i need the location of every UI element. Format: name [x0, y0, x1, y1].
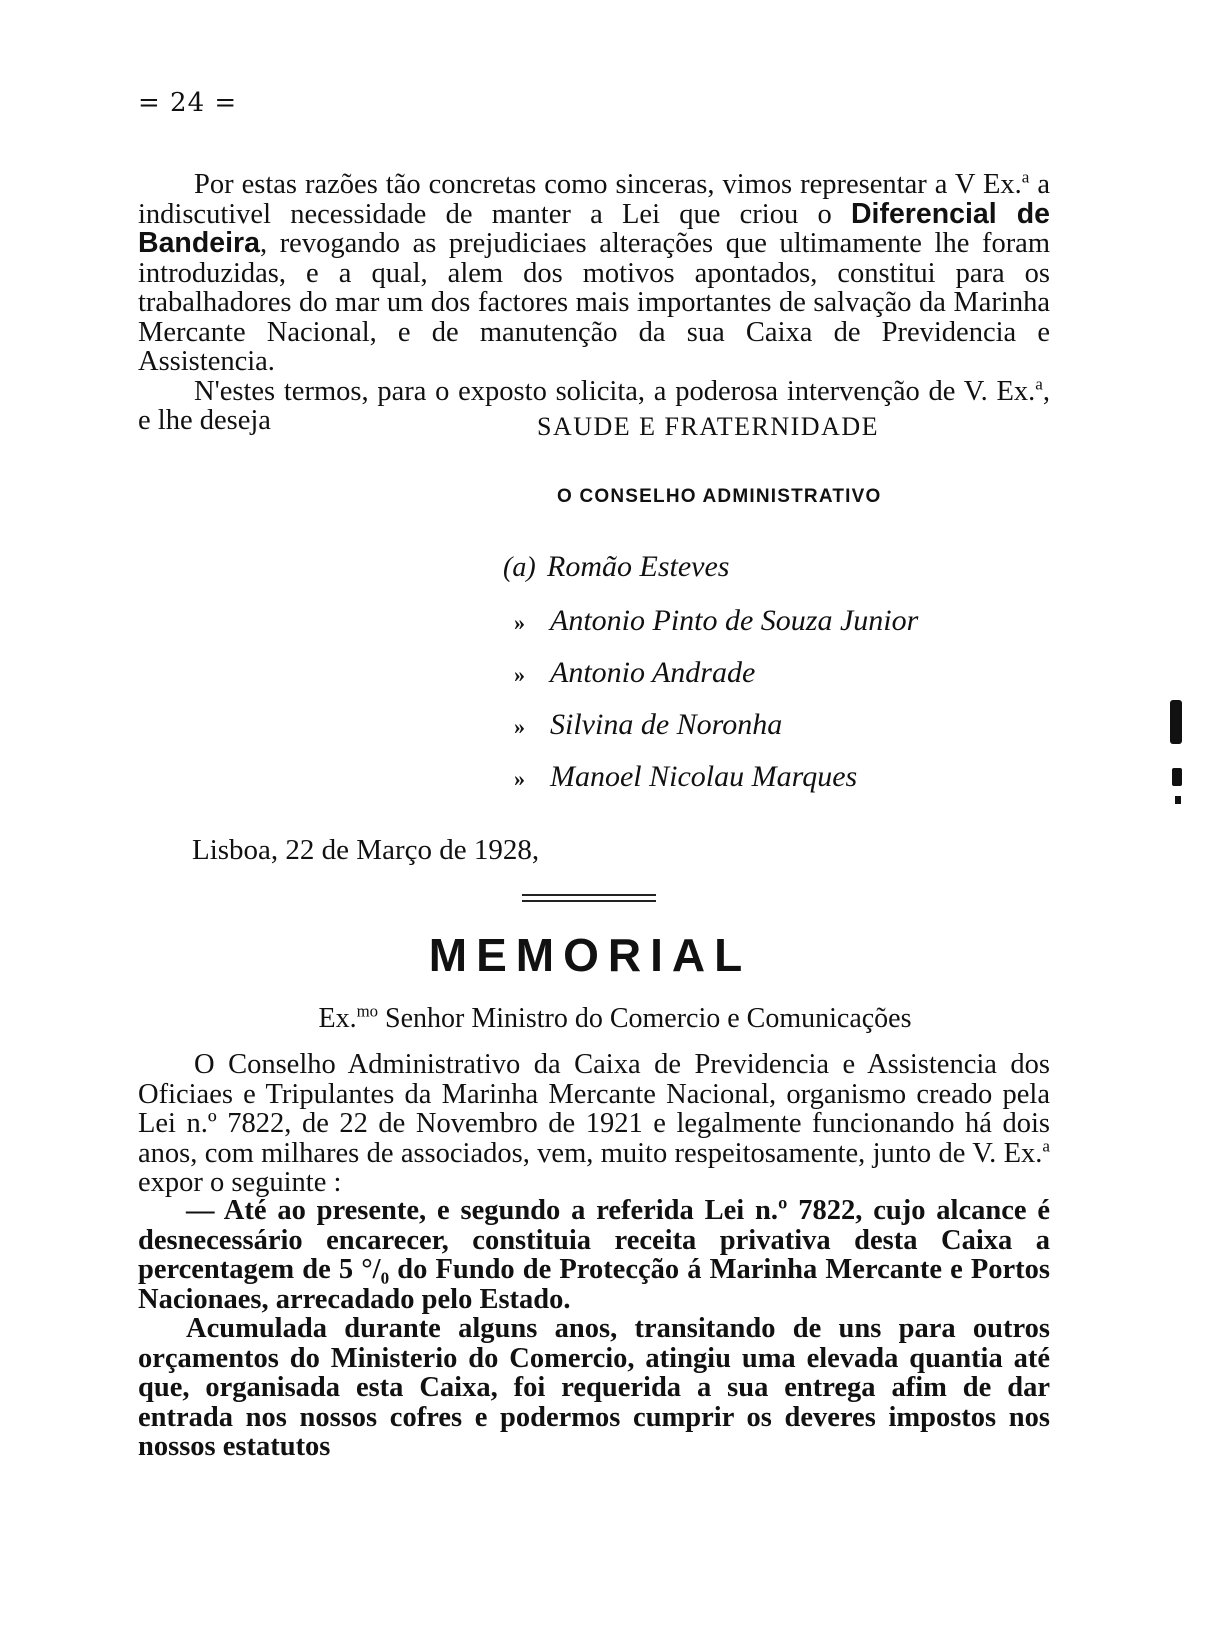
letter-text: N'estes termos, para o exposto solicita, a poderosa intervenção de V. Ex.	[194, 375, 1036, 407]
signature-mark: »	[514, 714, 525, 739]
scan-edge-mark	[1172, 768, 1182, 786]
divider	[522, 894, 656, 896]
salutation: SAUDE E FRATERNIDADE	[537, 412, 879, 441]
signature-mark: »	[514, 766, 525, 791]
superscript: a	[1035, 374, 1043, 393]
superscript: mo	[356, 1001, 379, 1021]
signature-line	[514, 708, 782, 742]
scan-edge-mark	[1175, 796, 1181, 804]
letter-text: Por estas razões tão concretas como sinceras, vimos representar a V Ex.	[194, 169, 1022, 200]
signature-name: Romão Esteves	[547, 550, 730, 583]
signature-name: Silvina de Noronha	[550, 708, 783, 741]
superscript: a	[1042, 1136, 1050, 1155]
signature-line	[514, 656, 755, 690]
memorial-title: MEMORIAL	[428, 929, 752, 981]
signature-name: Manoel Nicolau Marques	[550, 760, 858, 793]
letter-text: a indiscutivel necessidade de manter a Lei que criou o	[138, 169, 1051, 230]
memorial-paragraph-3: Acumulada durante alguns anos, transitando de uns para outros orçamentos do Ministerio do Comercio, atingiu uma elevada quantia até que, organisada esta Caixa, foi requerida a sua entrega afim de dar entrada nos nossos cofres e podermos cumprir os deveres impostos nos nossos estatutos	[138, 1313, 1050, 1462]
letter-paragraph-1	[138, 167, 1051, 377]
council-heading: O CONSELHO ADMINISTRATIVO	[557, 486, 882, 507]
addressee-text: Ex.	[318, 1003, 357, 1034]
law-name-emphasis: Diferencial de Bandeira	[138, 197, 1051, 259]
superscript: a	[1021, 167, 1030, 187]
letter-text: , revogando as prejudiciaes alterações que ultimamente lhe foram introduzidas, e a qual, alem dos motivos apontados, constitui para os trabalhadores do mar um dos factores mais importantes de salvação da Marinha Mercante Nacional, e de manutenção da sua Caixa de Previdencia e Assistencia.	[138, 228, 1050, 377]
signature-mark: »	[514, 662, 525, 687]
memorial-paragraph-1	[138, 1050, 1050, 1198]
memorial-body-bold	[138, 1196, 1050, 1462]
signature-line	[514, 604, 918, 638]
signature-name: Antonio Andrade	[550, 656, 756, 689]
signature-mark: »	[514, 610, 525, 635]
signature-line	[514, 760, 857, 794]
memorial-text: expor o seguinte :	[138, 1167, 342, 1198]
signature-line	[503, 550, 729, 584]
memorial-text: O Conselho Administrativo da Caixa de Previdencia e Assistencia dos Oficiaes e Tripulantes da Marinha Mercante Nacional, organismo creado pela Lei n.º 7822, de 22 de Novembro de 1921 e legalmente funcionando há dois anos, com milhares de associados, vem, muito respeitosamente, junto de V. Ex.	[138, 1049, 1050, 1169]
scan-edge-mark	[1170, 700, 1182, 744]
addressee-text: Senhor Ministro do Comercio e Comunicações	[378, 1003, 912, 1034]
divider	[522, 900, 656, 902]
memorial-body	[138, 1050, 1050, 1198]
letter-body	[138, 167, 1051, 436]
page-number: = 24 =	[138, 88, 238, 118]
signature-mark: (a)	[503, 552, 536, 583]
memorial-addressee	[0, 1003, 1230, 1035]
signature-name: Antonio Pinto de Souza Junior	[550, 604, 919, 637]
date-line: Lisboa, 22 de Março de 1928,	[192, 834, 540, 866]
memorial-paragraph-2: — Até ao presente, e segundo a referida Lei n.º 7822, cujo alcance é desnecessário encarecer, constituia receita privativa desta Caixa a percentagem de 5 °/₀ do Fundo de Protecção á Marinha Mercante e Portos Nacionaes, arrecadado pelo Estado.	[138, 1195, 1050, 1315]
letter-text: , e lhe deseja	[138, 375, 1050, 436]
